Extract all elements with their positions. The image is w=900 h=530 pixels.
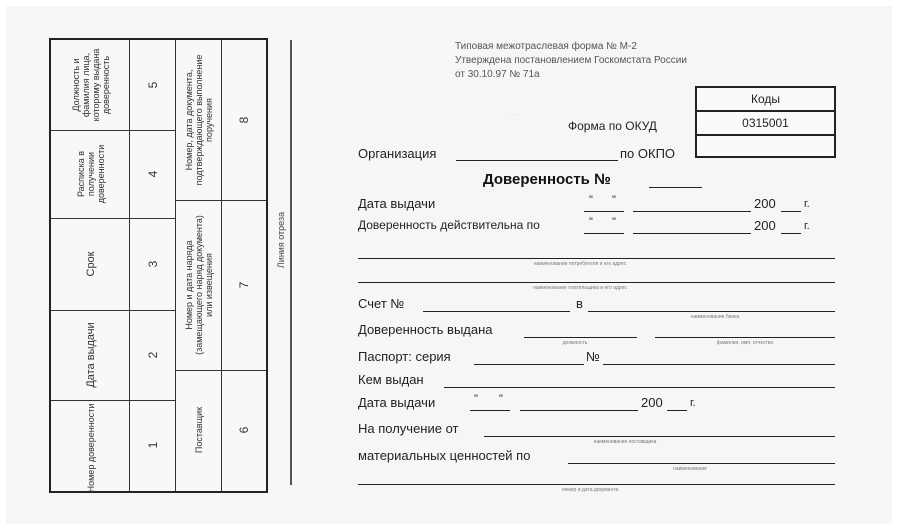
- valid-year-field[interactable]: [781, 233, 801, 234]
- valid-year-prefix: 200: [754, 218, 776, 233]
- passport-series-field[interactable]: [474, 364, 584, 365]
- issue-year-suffix: г.: [804, 198, 810, 210]
- account-field[interactable]: [423, 311, 570, 312]
- stub-header-term: Срок: [85, 251, 97, 277]
- stub-col-number-1: 1: [146, 441, 160, 449]
- passport-label: Паспорт: серия: [358, 349, 451, 364]
- passport-issue-month-field[interactable]: [520, 410, 638, 411]
- passport-issue-day-field[interactable]: [470, 410, 510, 411]
- materials-label: материальных ценностей по: [358, 448, 531, 463]
- stub-header-receipt: Расписка в получении доверенности: [76, 144, 106, 204]
- passport-issue-date-label: Дата выдачи: [358, 395, 436, 410]
- materials-doc-field[interactable]: [568, 463, 835, 464]
- stub-header-number: Номер доверенности: [86, 403, 96, 493]
- issued-to-label: Доверенность выдана: [358, 322, 493, 337]
- organization-label: Организация: [358, 146, 437, 161]
- name-caption: наименование: [673, 466, 707, 472]
- payer-field[interactable]: [358, 282, 835, 283]
- bank-caption: наименование банка: [690, 314, 740, 320]
- issued-by-field[interactable]: [444, 387, 835, 388]
- supplier-field[interactable]: [484, 436, 835, 437]
- supplier-caption: наименование поставщика: [593, 439, 657, 445]
- issue-year-prefix: 200: [754, 196, 776, 211]
- cut-line: [290, 40, 292, 485]
- issue-year-field[interactable]: [781, 211, 801, 212]
- stub-table: [49, 38, 268, 493]
- stub-header-supplier: Поставщик: [194, 406, 204, 454]
- okpo-code[interactable]: [697, 134, 834, 156]
- organization-field[interactable]: [456, 160, 618, 161]
- valid-until-label: Доверенность действительна по: [358, 218, 540, 232]
- document-title: Доверенность №: [483, 171, 611, 188]
- payer-caption: наименование плательщика и его адрес: [533, 285, 627, 291]
- passport-number-field[interactable]: [603, 364, 835, 365]
- valid-year-suffix: г.: [804, 220, 810, 232]
- stub-col-number-8: 8: [237, 116, 251, 124]
- stub-header-issue-date: Дата выдачи: [85, 322, 97, 388]
- cut-line-label: Линия отреза: [276, 211, 286, 269]
- issue-date-label: Дата выдачи: [358, 196, 436, 211]
- consumer-caption: наименование потребителя и его адрес: [533, 261, 627, 267]
- stub-col-number-2: 2: [146, 351, 160, 359]
- bank-field[interactable]: [588, 311, 835, 312]
- standard-form-line-3: от 30.10.97 № 71а: [455, 69, 540, 80]
- issued-by-label: Кем выдан: [358, 372, 424, 387]
- fio-caption: фамилия, имя, отчество: [716, 340, 774, 346]
- account-label: Счет №: [358, 296, 405, 311]
- standard-form-line-1: Типовая межотраслевая форма № М-2: [455, 41, 637, 52]
- document-number-field[interactable]: [649, 187, 702, 188]
- fio-field[interactable]: [655, 337, 835, 338]
- passport-issue-year-field[interactable]: [667, 410, 687, 411]
- okud-label: Форма по ОКУД: [568, 119, 657, 133]
- passport-issue-year-suffix: г.: [690, 397, 696, 409]
- document-number-date-field[interactable]: [358, 484, 835, 485]
- receive-from-label: На получение от: [358, 421, 459, 436]
- passport-number-label: №: [586, 349, 600, 364]
- stub-header-document: Номер, дата документа, подтверждающего выполнение поручения: [184, 54, 214, 186]
- position-field[interactable]: [524, 337, 637, 338]
- stub-col-number-3: 3: [146, 260, 160, 268]
- codes-header: Коды: [750, 92, 781, 106]
- stub-col-number-5: 5: [146, 81, 160, 89]
- stub-header-order: Номер и дата наряда (замещающего наряд документа) или извещения: [184, 215, 214, 355]
- issue-month-field[interactable]: [633, 211, 751, 212]
- passport-issue-year-prefix: 200: [641, 395, 663, 410]
- okud-code: 0315001: [697, 110, 834, 134]
- consumer-field[interactable]: [358, 258, 835, 259]
- valid-day-field[interactable]: [584, 233, 624, 234]
- codes-box: [695, 86, 836, 158]
- account-in-label: в: [576, 296, 583, 311]
- doc-caption: номер и дата документа: [561, 487, 619, 493]
- stub-col-number-6: 6: [237, 426, 251, 434]
- stub-header-person: Должность и фамилия лица, которому выдана доверенность: [71, 48, 111, 122]
- standard-form-line-2: Утверждена постановлением Госкомстата России: [455, 55, 687, 66]
- stub-col-number-4: 4: [146, 170, 160, 178]
- position-caption: должность: [562, 340, 588, 346]
- issue-day-field[interactable]: [584, 211, 624, 212]
- stub-col-number-7: 7: [237, 281, 251, 289]
- okpo-label: по ОКПО: [620, 146, 676, 161]
- valid-month-field[interactable]: [633, 233, 751, 234]
